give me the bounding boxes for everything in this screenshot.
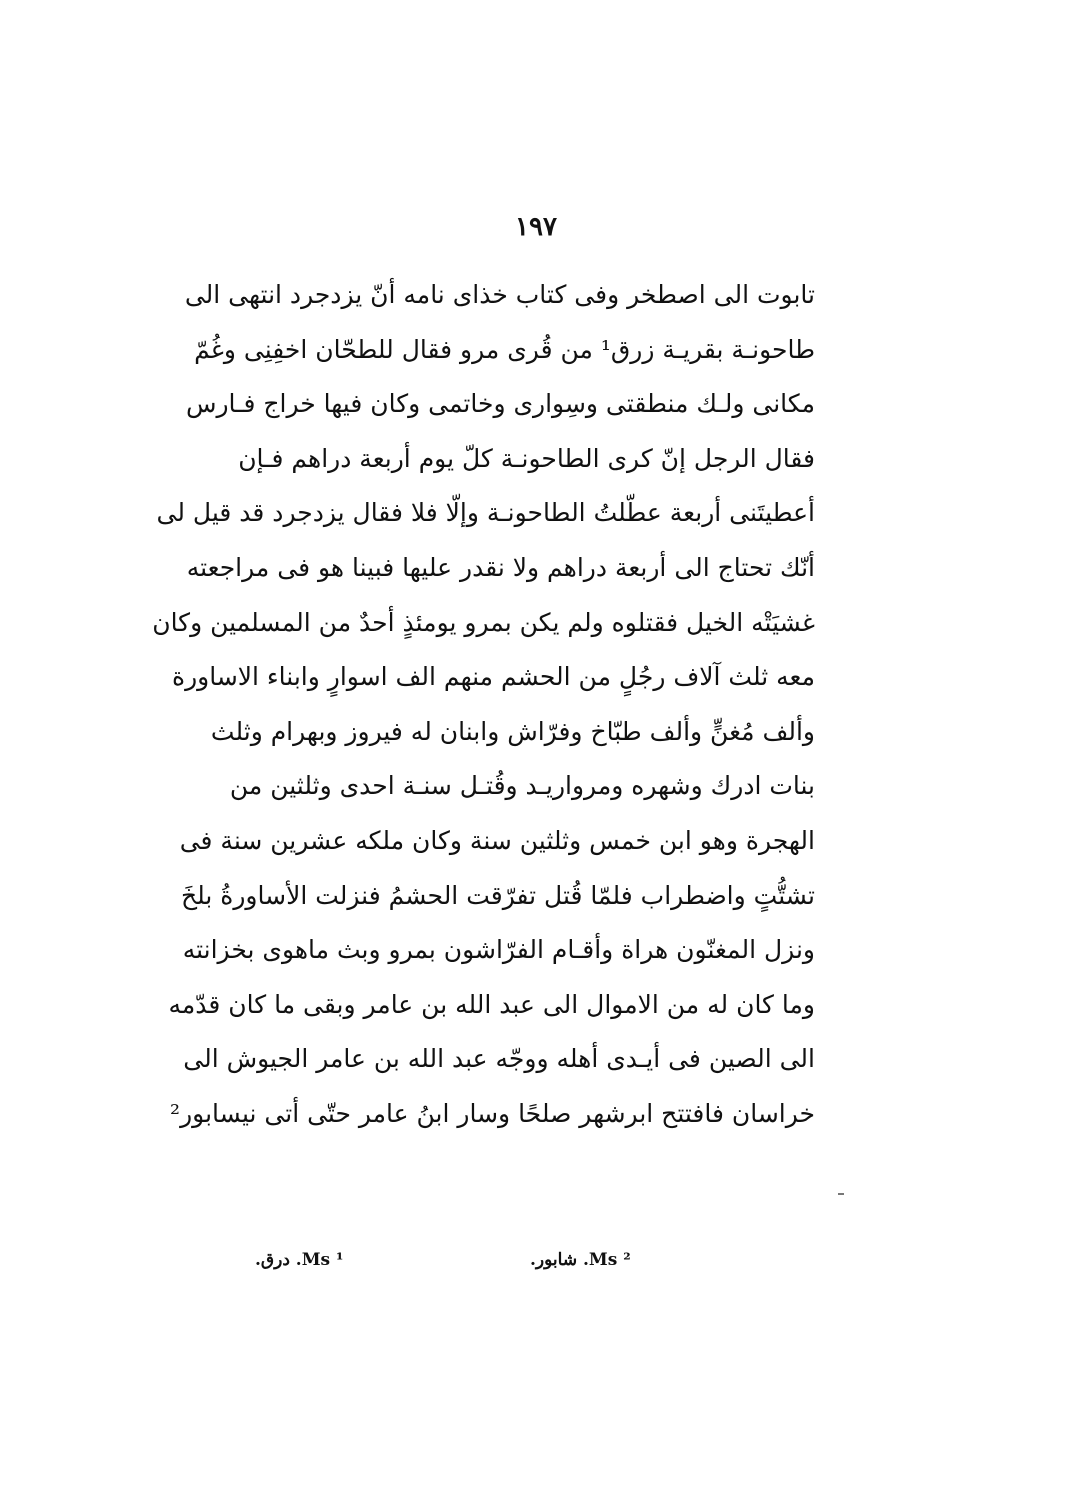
footnotes [255,1250,675,1280]
text-line: الى الصين فى أيـدى أهله ووجّه عبد الله بن عامر الجيوش الى [183,1044,815,1074]
text-line: تشتُّتٍ واضطراب فلمّا قُتل تفرّقت الحشمُ فنزلت الأساورةُ بلخَ [180,880,815,910]
text-line: معه ثلث آلاف رجُلٍ من الحشم منهم الف اسوارٍ وابناء الاساورة [171,662,815,692]
text-line: وما كان له من الاموال الى عبد الله بن عامر وبقى ما كان قدّمه [168,989,815,1019]
text-line: بنات ادرك وشهره ومرواريـد وقُتـل سنـة احدى وثلثين من [229,771,815,801]
page-number: ١٩٧ [515,212,557,242]
text-line: وألف مُغنٍّ وألف طبّاخ وفرّاش وابنان له فيروز وبهرام وثلث [210,716,815,746]
text-line: ونزل المغنّون هراة وأقـام الفرّاشون بمرو وبث ماهوى بخزانته [182,935,815,965]
body-text [152,268,815,1142]
text-line: الهجرة وهو ابن خمس وثلثين سنة وكان ملكه عشرين سنة فى [179,825,815,855]
text-line: فقال الرجل إنّ كرى الطاحونـة كلّ يوم أربعة دراهم فـإن [238,443,815,473]
text-line: مكانى ولـك منطقتى وسِوارى وخاتمى وكان فيها خراج فـارس [185,389,815,419]
text-line: أعطيتَنى أربعة عطّلتُ الطاحونـة وإلّا فلا فقال يزدجرد قد قيل لى [156,498,815,528]
footnote-1: ¹ Ms. درق. [255,1250,344,1270]
text-line: غشيَتْه الخيل فقتلوه ولم يكن بمرو يومئذٍ أحدٌ من المسلمين وكان [152,607,815,637]
text-line: أنّك تحتاج الى أربعة دراهم ولا نقدر عليها فبينا هو فى مراجعته [186,552,815,582]
text-line: خراسان فافتتح ابرشهر صلحًا وسار ابنُ عامر حتّى أتى نيسابور² [170,1098,815,1128]
stray-mark [838,1193,844,1195]
footnote-2: ² Ms. شابور. [530,1250,631,1270]
text-line: طاحونـة بقريـة زرق¹ من قُرى مرو فقال للطحّان اخفِنِى وغُمّ [194,334,815,364]
text-line: تابوت الى اصطخر وفى كتاب خذاى نامه أنّ يزدجرد انتهى الى [184,280,815,309]
